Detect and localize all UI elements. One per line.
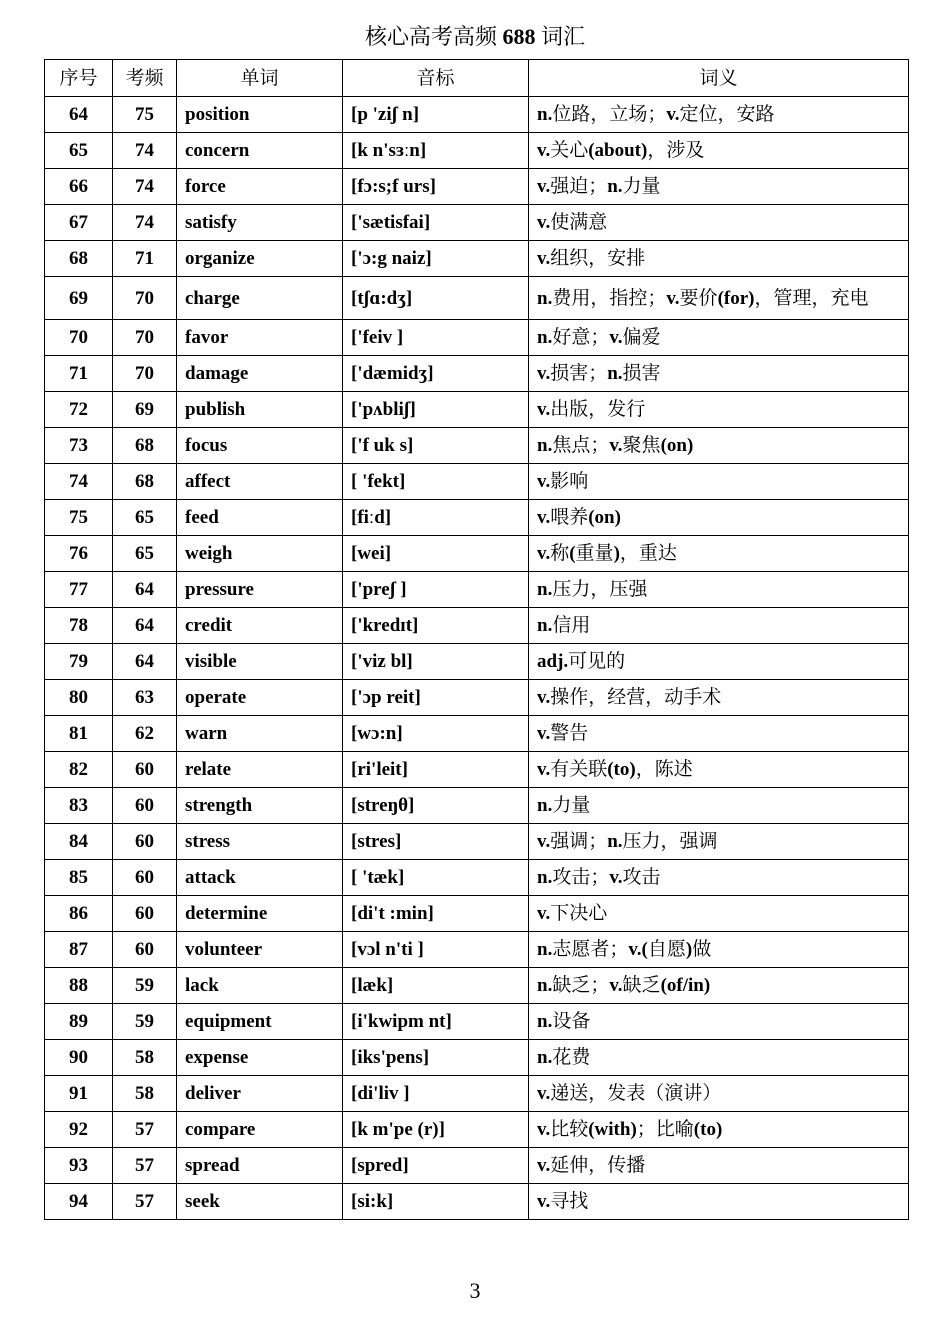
meaning-part: v. <box>537 507 551 528</box>
row-word: equipment <box>177 1004 343 1040</box>
meaning-part: 设备 <box>552 1011 591 1032</box>
meaning-part: n. <box>537 287 553 309</box>
title-suffix: 词汇 <box>535 24 586 49</box>
meaning-part: v. <box>537 723 551 744</box>
row-phonetic: [læk] <box>343 968 529 1004</box>
meaning-part: (on) <box>660 435 694 456</box>
row-frequency: 58 <box>113 1040 177 1076</box>
meaning-part: n. <box>537 104 553 125</box>
row-meaning <box>529 788 909 824</box>
row-meaning <box>529 968 909 1004</box>
row-index: 65 <box>45 133 113 169</box>
table-row <box>45 320 909 356</box>
row-index: 74 <box>45 464 113 500</box>
meaning-part: 延伸，传播 <box>550 1155 646 1176</box>
meaning-part: v. <box>537 759 551 780</box>
meaning-part: n. <box>537 327 553 348</box>
table-row <box>45 205 909 241</box>
row-word: publish <box>177 392 343 428</box>
row-phonetic: [vɔl n'ti ] <box>343 932 529 968</box>
table-row <box>45 1076 909 1112</box>
row-frequency: 60 <box>113 752 177 788</box>
row-meaning <box>529 1148 909 1184</box>
meaning-part: v. <box>666 287 680 309</box>
row-phonetic: ['ɔ:g naiz] <box>343 241 529 277</box>
row-frequency: 69 <box>113 392 177 428</box>
row-phonetic: [di't :min] <box>343 896 529 932</box>
header-index: 序号 <box>45 60 113 97</box>
row-frequency: 74 <box>113 133 177 169</box>
table-row <box>45 241 909 277</box>
row-frequency: 58 <box>113 1076 177 1112</box>
row-index: 87 <box>45 932 113 968</box>
title-bold: 688 <box>502 24 536 49</box>
table-row <box>45 680 909 716</box>
meaning-part: 损害； <box>550 363 608 384</box>
row-word: strength <box>177 788 343 824</box>
row-meaning <box>529 680 909 716</box>
meaning-part: v. <box>537 903 551 924</box>
row-meaning <box>529 241 909 277</box>
row-phonetic: ['pʌbliʃ] <box>343 392 529 428</box>
table-row <box>45 608 909 644</box>
meaning-part: 偏爱 <box>622 327 661 348</box>
meaning-part: v. <box>609 327 623 348</box>
row-phonetic: ['sætisfai] <box>343 205 529 241</box>
table-row <box>45 169 909 205</box>
row-frequency: 62 <box>113 716 177 752</box>
row-frequency: 63 <box>113 680 177 716</box>
meaning-part: ，涉及 <box>647 140 705 161</box>
meaning-part: n. <box>537 867 553 888</box>
row-index: 85 <box>45 860 113 896</box>
meaning-part: v. <box>537 176 551 197</box>
meaning-part: 关心 <box>550 140 589 161</box>
row-frequency: 74 <box>113 169 177 205</box>
header-phonetic: 音标 <box>343 60 529 97</box>
row-phonetic: [ri'leit] <box>343 752 529 788</box>
meaning-part: v. <box>537 1083 551 1104</box>
table-body <box>45 97 909 1220</box>
header-word: 单词 <box>177 60 343 97</box>
row-frequency: 57 <box>113 1112 177 1148</box>
table-row <box>45 824 909 860</box>
row-phonetic: [fɔ:s;f urs] <box>343 169 529 205</box>
row-frequency: 74 <box>113 205 177 241</box>
row-frequency: 71 <box>113 241 177 277</box>
row-index: 90 <box>45 1040 113 1076</box>
row-frequency: 64 <box>113 644 177 680</box>
meaning-part: n. <box>607 831 623 852</box>
table-row <box>45 1184 909 1220</box>
meaning-part: v. <box>537 248 551 269</box>
meaning-part: 寻找 <box>550 1191 589 1212</box>
row-meaning <box>529 320 909 356</box>
row-meaning <box>529 169 909 205</box>
table-row <box>45 860 909 896</box>
row-word: spread <box>177 1148 343 1184</box>
row-phonetic: [iks'pens] <box>343 1040 529 1076</box>
row-phonetic: [ 'tæk] <box>343 860 529 896</box>
row-index: 94 <box>45 1184 113 1220</box>
row-word: affect <box>177 464 343 500</box>
row-index: 75 <box>45 500 113 536</box>
meaning-part: 使满意 <box>550 212 608 233</box>
row-frequency: 59 <box>113 1004 177 1040</box>
meaning-part: 好意； <box>552 327 610 348</box>
meaning-part: v.( <box>628 939 648 960</box>
row-phonetic: [wɔ:n] <box>343 716 529 752</box>
row-phonetic: [streŋθ] <box>343 788 529 824</box>
table-row <box>45 428 909 464</box>
row-meaning <box>529 464 909 500</box>
row-frequency: 60 <box>113 788 177 824</box>
table-row <box>45 896 909 932</box>
meaning-part: v. <box>609 975 623 996</box>
row-meaning <box>529 716 909 752</box>
row-frequency: 57 <box>113 1184 177 1220</box>
meaning-part: n. <box>607 363 623 384</box>
row-phonetic: [k m'pe (r)] <box>343 1112 529 1148</box>
row-phonetic: [p 'ziʃ n] <box>343 97 529 133</box>
table-row <box>45 133 909 169</box>
meaning-part: 焦点； <box>552 435 610 456</box>
meaning-part: 做 <box>692 939 712 960</box>
row-phonetic: ['f uk s] <box>343 428 529 464</box>
row-meaning <box>529 896 909 932</box>
meaning-part: (to) <box>693 1119 723 1140</box>
row-meaning <box>529 392 909 428</box>
row-phonetic: ['preʃ ] <box>343 572 529 608</box>
meaning-part: ，重达 <box>619 543 677 564</box>
meaning-part: v. <box>537 140 551 161</box>
row-index: 92 <box>45 1112 113 1148</box>
meaning-part: ；比喻 <box>636 1119 694 1140</box>
row-frequency: 57 <box>113 1148 177 1184</box>
meaning-part: n. <box>537 1047 553 1068</box>
meaning-part: ( <box>569 543 576 564</box>
row-frequency: 65 <box>113 536 177 572</box>
row-phonetic: [wei] <box>343 536 529 572</box>
row-meaning <box>529 1076 909 1112</box>
table-row <box>45 392 909 428</box>
row-phonetic: [di'liv ] <box>343 1076 529 1112</box>
row-meaning <box>529 1004 909 1040</box>
row-word: operate <box>177 680 343 716</box>
meaning-part: v. <box>537 1191 551 1212</box>
row-frequency: 75 <box>113 97 177 133</box>
meaning-part: v. <box>537 363 551 384</box>
row-index: 68 <box>45 241 113 277</box>
meaning-part: 影响 <box>550 471 589 492</box>
meaning-part: v. <box>537 399 551 420</box>
meaning-part: 下决心 <box>550 903 608 924</box>
table-row <box>45 536 909 572</box>
meaning-part: 缺乏 <box>622 975 661 996</box>
row-index: 79 <box>45 644 113 680</box>
row-meaning <box>529 572 909 608</box>
row-index: 76 <box>45 536 113 572</box>
meaning-part: 比较 <box>550 1119 589 1140</box>
row-meaning <box>529 97 909 133</box>
meaning-part: 操作，经营，动手术 <box>550 687 722 708</box>
row-word: pressure <box>177 572 343 608</box>
meaning-part: v. <box>537 831 551 852</box>
meaning-part: (with) <box>588 1119 637 1140</box>
row-frequency: 60 <box>113 860 177 896</box>
row-meaning <box>529 824 909 860</box>
row-word: focus <box>177 428 343 464</box>
row-frequency: 60 <box>113 932 177 968</box>
header-frequency: 考频 <box>113 60 177 97</box>
meaning-part: (to) <box>607 759 636 780</box>
row-frequency: 68 <box>113 428 177 464</box>
row-phonetic: [tʃɑ:dʒ] <box>343 277 529 320</box>
row-phonetic: ['kredɪt] <box>343 608 529 644</box>
row-index: 88 <box>45 968 113 1004</box>
meaning-part: 定位，安路 <box>679 104 775 125</box>
row-word: stress <box>177 824 343 860</box>
meaning-part: v. <box>666 104 680 125</box>
row-word: volunteer <box>177 932 343 968</box>
row-frequency: 64 <box>113 608 177 644</box>
row-frequency: 65 <box>113 500 177 536</box>
meaning-part: 攻击； <box>552 867 610 888</box>
meaning-part: n. <box>537 579 553 600</box>
row-word: favor <box>177 320 343 356</box>
table-row <box>45 932 909 968</box>
table-row <box>45 356 909 392</box>
meaning-part: ) <box>613 543 620 564</box>
row-index: 81 <box>45 716 113 752</box>
table-row <box>45 1040 909 1076</box>
title-prefix: 核心高考高频 <box>364 24 503 49</box>
row-word: warn <box>177 716 343 752</box>
meaning-part: v. <box>537 212 551 233</box>
row-meaning <box>529 536 909 572</box>
table-row <box>45 788 909 824</box>
row-frequency: 70 <box>113 320 177 356</box>
table-row <box>45 752 909 788</box>
row-phonetic: ['dæmidʒ] <box>343 356 529 392</box>
row-word: expense <box>177 1040 343 1076</box>
meaning-part: 重量 <box>575 543 614 564</box>
meaning-part: n. <box>537 939 553 960</box>
row-word: concern <box>177 133 343 169</box>
meaning-part: v. <box>537 1119 551 1140</box>
row-word: force <box>177 169 343 205</box>
meaning-part: n. <box>537 435 553 456</box>
row-meaning <box>529 500 909 536</box>
row-phonetic: [i'kwipm nt] <box>343 1004 529 1040</box>
table-row <box>45 968 909 1004</box>
row-index: 91 <box>45 1076 113 1112</box>
row-word: charge <box>177 277 343 320</box>
meaning-part: 警告 <box>550 723 589 744</box>
meaning-part: adj. <box>537 651 569 672</box>
row-index: 86 <box>45 896 113 932</box>
meaning-part: 出版，发行 <box>550 399 646 420</box>
table-row <box>45 97 909 133</box>
table-row <box>45 1004 909 1040</box>
row-frequency: 68 <box>113 464 177 500</box>
row-meaning <box>529 608 909 644</box>
meaning-part: 组织，安排 <box>550 248 646 269</box>
meaning-part: 力量 <box>622 176 661 197</box>
row-index: 69 <box>45 277 113 320</box>
row-word: position <box>177 97 343 133</box>
meaning-part: 力量 <box>552 795 591 816</box>
meaning-part: v. <box>609 867 623 888</box>
row-meaning <box>529 205 909 241</box>
row-meaning <box>529 356 909 392</box>
row-phonetic: [si:k] <box>343 1184 529 1220</box>
meaning-part: n. <box>537 1011 553 1032</box>
row-index: 83 <box>45 788 113 824</box>
meaning-part: v. <box>537 687 551 708</box>
row-word: attack <box>177 860 343 896</box>
row-frequency: 60 <box>113 896 177 932</box>
row-phonetic: [spred] <box>343 1148 529 1184</box>
row-word: determine <box>177 896 343 932</box>
meaning-part: 位路，立场； <box>552 104 667 125</box>
meaning-part: 自愿 <box>647 939 686 960</box>
meaning-part: 聚焦 <box>622 435 661 456</box>
row-phonetic: ['feiv ] <box>343 320 529 356</box>
row-meaning <box>529 860 909 896</box>
table-row <box>45 1148 909 1184</box>
row-index: 84 <box>45 824 113 860</box>
meaning-part: n. <box>537 795 553 816</box>
meaning-part: ，管理，充电 <box>754 287 869 309</box>
row-word: weigh <box>177 536 343 572</box>
header-row <box>45 60 909 97</box>
row-word: organize <box>177 241 343 277</box>
table-row <box>45 277 909 320</box>
meaning-part: 压力，强调 <box>622 831 718 852</box>
meaning-part: ) <box>685 939 693 960</box>
meaning-part: n. <box>607 176 623 197</box>
row-word: satisfy <box>177 205 343 241</box>
row-word: visible <box>177 644 343 680</box>
meaning-part: (of/in) <box>660 975 711 996</box>
meaning-part: n. <box>537 615 553 636</box>
row-frequency: 59 <box>113 968 177 1004</box>
row-word: damage <box>177 356 343 392</box>
meaning-part: (about) <box>588 140 648 161</box>
meaning-part: 强迫； <box>550 176 608 197</box>
row-phonetic: [ 'fekt] <box>343 464 529 500</box>
meaning-part: 信用 <box>552 615 591 636</box>
row-meaning <box>529 644 909 680</box>
row-index: 64 <box>45 97 113 133</box>
meaning-part: 强调； <box>550 831 608 852</box>
table-row <box>45 1112 909 1148</box>
meaning-part: 压力，压强 <box>552 579 648 600</box>
meaning-part: 损害 <box>622 363 661 384</box>
table-row <box>45 716 909 752</box>
row-meaning <box>529 752 909 788</box>
row-phonetic: ['viz bl] <box>343 644 529 680</box>
row-index: 77 <box>45 572 113 608</box>
row-frequency: 64 <box>113 572 177 608</box>
meaning-part: n. <box>537 975 553 996</box>
row-index: 70 <box>45 320 113 356</box>
row-index: 73 <box>45 428 113 464</box>
table-row <box>45 464 909 500</box>
row-index: 80 <box>45 680 113 716</box>
table-row <box>45 644 909 680</box>
meaning-part: 花费 <box>552 1047 591 1068</box>
row-word: compare <box>177 1112 343 1148</box>
row-index: 72 <box>45 392 113 428</box>
meaning-part: 缺乏； <box>552 975 610 996</box>
row-meaning <box>529 1040 909 1076</box>
meaning-part: v. <box>609 435 623 456</box>
row-index: 89 <box>45 1004 113 1040</box>
row-frequency: 60 <box>113 824 177 860</box>
row-word: lack <box>177 968 343 1004</box>
meaning-part: v. <box>537 1155 551 1176</box>
header-meaning: 词义 <box>529 60 909 97</box>
table-row <box>45 572 909 608</box>
row-meaning <box>529 1184 909 1220</box>
vocabulary-table <box>44 59 909 1220</box>
row-meaning <box>529 932 909 968</box>
meaning-part: 称 <box>550 543 570 564</box>
page-title <box>0 20 950 54</box>
table-row <box>45 500 909 536</box>
row-meaning <box>529 133 909 169</box>
meaning-part: ，陈述 <box>635 759 693 780</box>
row-meaning <box>529 277 909 320</box>
meaning-part: (on) <box>588 507 621 528</box>
row-index: 71 <box>45 356 113 392</box>
row-word: relate <box>177 752 343 788</box>
row-word: credit <box>177 608 343 644</box>
row-frequency: 70 <box>113 277 177 320</box>
row-frequency: 70 <box>113 356 177 392</box>
row-phonetic: ['ɔp reit] <box>343 680 529 716</box>
row-index: 93 <box>45 1148 113 1184</box>
row-index: 66 <box>45 169 113 205</box>
row-phonetic: [fiːd] <box>343 500 529 536</box>
row-index: 78 <box>45 608 113 644</box>
meaning-part: v. <box>537 471 551 492</box>
meaning-part: 要价 <box>679 287 718 309</box>
row-meaning <box>529 428 909 464</box>
meaning-part: 喂养 <box>550 507 589 528</box>
meaning-part: 递送，发表（演讲） <box>550 1083 722 1104</box>
row-meaning <box>529 1112 909 1148</box>
row-word: deliver <box>177 1076 343 1112</box>
meaning-part: 攻击 <box>622 867 661 888</box>
meaning-part: (for) <box>717 287 755 309</box>
row-index: 82 <box>45 752 113 788</box>
row-phonetic: [k n'sɜːn] <box>343 133 529 169</box>
meaning-part: 可见的 <box>568 651 626 672</box>
row-index: 67 <box>45 205 113 241</box>
page-number: 3 <box>469 1278 481 1303</box>
row-phonetic: [stres] <box>343 824 529 860</box>
meaning-part: 费用，指控； <box>552 287 667 309</box>
row-word: feed <box>177 500 343 536</box>
row-word: seek <box>177 1184 343 1220</box>
meaning-part: v. <box>537 543 551 564</box>
meaning-part: 志愿者； <box>552 939 629 960</box>
meaning-part: 有关联 <box>550 759 608 780</box>
